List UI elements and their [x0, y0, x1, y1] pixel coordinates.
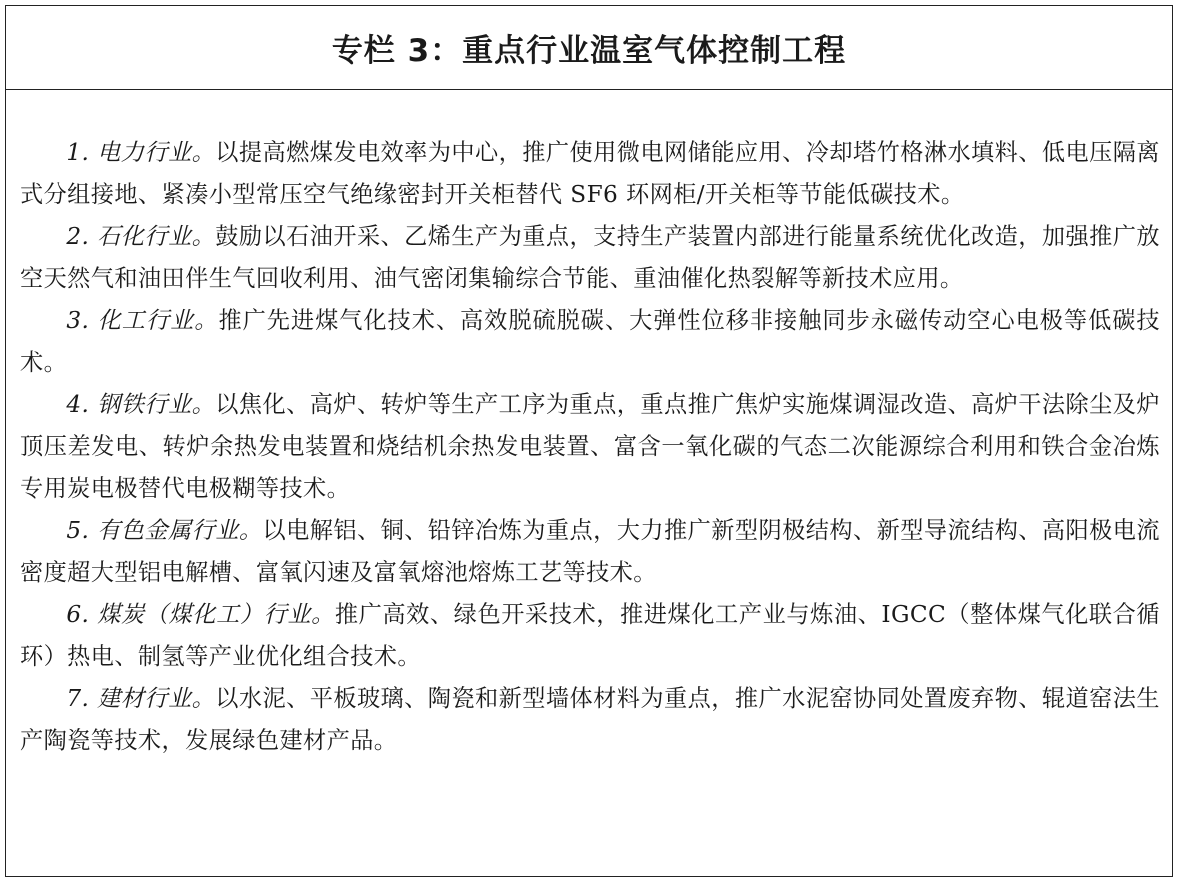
column-title: 专栏 3：重点行业温室气体控制工程 — [331, 33, 847, 69]
item-chemical — [20, 300, 1160, 384]
item-lead: 4. 钢铁行业。 — [66, 391, 216, 418]
item-power — [20, 132, 1160, 216]
item-text: 推广高效、绿色开采技术，推进煤化工产业与炼油、IGCC（整体煤气化联合循环）热电、制氢等产业优化组合技术。 — [20, 601, 1160, 670]
item-text: 推广先进煤气化技术、高效脱硫脱碳、大弹性位移非接触同步永磁传动空心电极等低碳技术。 — [20, 307, 1160, 376]
item-lead: 3. 化工行业。 — [66, 307, 219, 334]
item-text: 以电解铝、铜、铅锌冶炼为重点，大力推广新型阴极结构、新型导流结构、高阳极电流密度超大型铝电解槽、富氧闪速及富氧熔池熔炼工艺等技术。 — [20, 517, 1160, 586]
column-box — [5, 5, 1173, 877]
item-petrochemical — [20, 216, 1160, 300]
item-building-materials — [20, 678, 1160, 762]
item-text: 以水泥、平板玻璃、陶瓷和新型墙体材料为重点，推广水泥窑协同处置废弃物、辊道窑法生产陶瓷等技术，发展绿色建材产品。 — [20, 685, 1160, 754]
item-coal — [20, 594, 1160, 678]
item-text: 鼓励以石油开采、乙烯生产为重点，支持生产装置内部进行能量系统优化改造，加强推广放空天然气和油田伴生气回收利用、油气密闭集输综合节能、重油催化热裂解等新技术应用。 — [20, 223, 1160, 292]
item-text: 以焦化、高炉、转炉等生产工序为重点，重点推广焦炉实施煤调湿改造、高炉干法除尘及炉顶压差发电、转炉余热发电装置和烧结机余热发电装置、富含一氧化碳的气态二次能源综合利用和铁合金冶炼专用炭电极替代电极糊等技术。 — [20, 391, 1160, 502]
title-bar — [6, 6, 1172, 90]
item-lead: 5. 有色金属行业。 — [66, 517, 263, 544]
item-lead: 6. 煤炭（煤化工）行业。 — [66, 601, 335, 628]
item-lead: 1. 电力行业。 — [66, 139, 216, 166]
item-lead: 2. 石化行业。 — [66, 223, 216, 250]
item-nonferrous — [20, 510, 1160, 594]
item-lead: 7. 建材行业。 — [66, 685, 216, 712]
item-steel — [20, 384, 1160, 510]
column-body — [6, 90, 1172, 762]
item-text: 以提高燃煤发电效率为中心，推广使用微电网储能应用、冷却塔竹格淋水填料、低电压隔离式分组接地、紧凑小型常压空气绝缘密封开关柜替代 SF6 环网柜/开关柜等节能低碳技术。 — [20, 139, 1160, 208]
